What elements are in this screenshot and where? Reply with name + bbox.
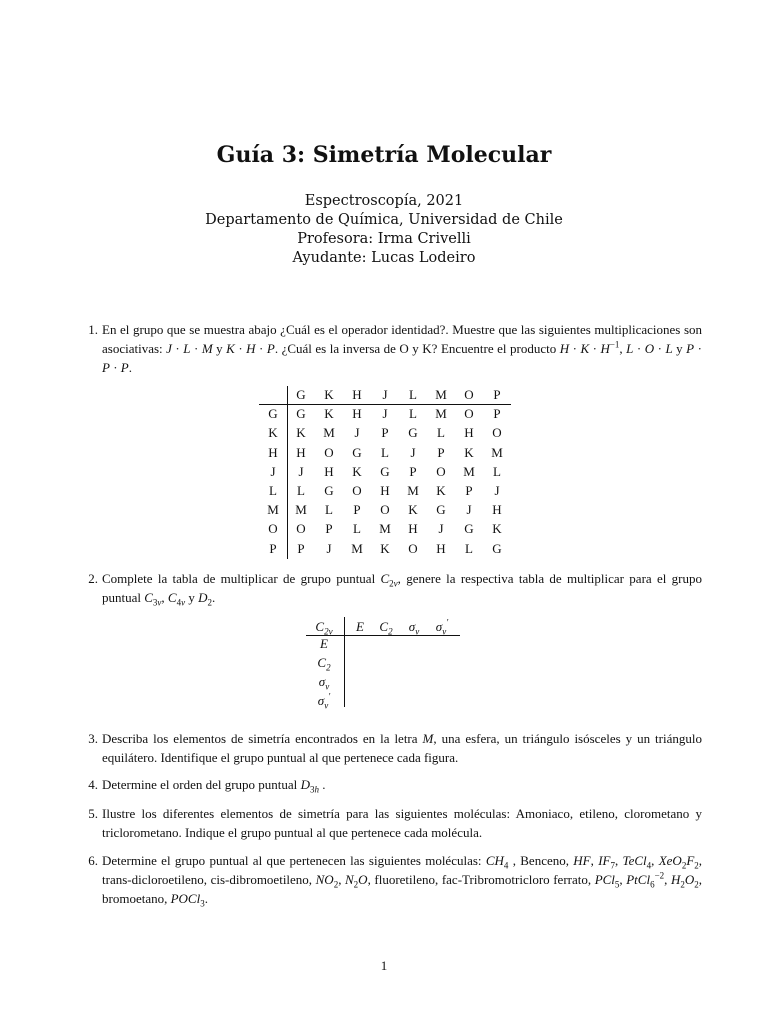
table-vertical-rule	[287, 386, 288, 559]
table-cell: K	[492, 521, 502, 537]
table-cell: K	[352, 463, 362, 479]
table-cell: L	[493, 463, 501, 479]
table-row-label: H	[268, 444, 278, 460]
table-cell: J	[466, 502, 472, 518]
question-number: 2.	[88, 571, 98, 586]
table-header-cell: E	[356, 619, 364, 634]
table-cell: J	[494, 483, 500, 498]
table-row-label: E	[320, 636, 328, 651]
table-cell: G	[436, 502, 446, 518]
table-cell: P	[381, 425, 389, 441]
table-cell: P	[325, 521, 333, 537]
table-corner-label: $C_{2v}$	[315, 619, 333, 637]
table-row-label: P	[269, 540, 277, 556]
table-row-label: K	[268, 425, 278, 441]
table-cell: L	[409, 406, 417, 422]
table-cell: H	[352, 406, 362, 422]
table-cell: G	[492, 540, 502, 556]
table-row-label: G	[268, 406, 278, 422]
table-cell: L	[297, 483, 305, 498]
table-cell: L	[381, 444, 389, 460]
table-cell: K	[324, 406, 334, 422]
table-cell: L	[325, 502, 333, 518]
table-cell: K	[436, 483, 446, 498]
table-row-label: $\sigma_v'$	[317, 691, 331, 711]
table-cell: L	[437, 425, 445, 441]
department-line: Departamento de Química, Universidad de Chile	[205, 212, 563, 228]
assistant-line: Ayudante: Lucas Lodeiro	[292, 250, 476, 266]
table-cell: O	[352, 483, 362, 498]
table-cell: H	[492, 502, 502, 518]
table-header-cell: M	[435, 387, 447, 402]
table-cell: O	[436, 463, 446, 479]
question-text: Describa los elementos de simetría encontrados en la letra M, una esfera, un triángulo isósceles y un triángulo equilátero. Identifique el grupo puntual al que pertenece cada figura.	[102, 731, 702, 765]
table-cell: L	[465, 540, 473, 556]
table-cell: H	[324, 463, 334, 479]
table-cell: M	[295, 502, 307, 518]
course-line: Espectroscopía, 2021	[304, 193, 464, 209]
table-row-label: J	[270, 463, 276, 479]
table-header-cell: O	[464, 387, 474, 402]
table-row-label: O	[268, 521, 278, 537]
professor-line: Profesora: Irma Crivelli	[297, 231, 471, 247]
table-cell: G	[464, 521, 474, 537]
table-cell: P	[353, 502, 361, 518]
table-cell: H	[380, 483, 390, 498]
table-cell: G	[324, 483, 334, 498]
table-cell: K	[380, 540, 390, 556]
table-row-label: M	[267, 502, 279, 518]
table-cell: M	[435, 406, 447, 422]
question-number: 4.	[88, 777, 98, 792]
table-header-cell: P	[493, 387, 501, 402]
table-header-cell: $\sigma_v$	[408, 619, 420, 637]
table-header-cell: K	[324, 387, 334, 402]
table-cell: O	[464, 406, 474, 422]
page-title: Guía 3: Simetría Molecular	[216, 142, 552, 168]
table-cell: P	[465, 483, 473, 498]
table-cell: P	[437, 444, 445, 460]
page-number: 1	[380, 958, 388, 973]
table-row-label: $C_2$	[317, 655, 331, 673]
table-cell: H	[464, 425, 474, 441]
question-text: Determine el orden del grupo puntual $D_{3h}$ .	[102, 777, 326, 795]
question-text: Ilustre los diferentes elementos de simetría para las siguientes moléculas: Amoniaco, etileno, clorometano y triclorometano. Indique el grupo puntual al que pertenece cada molécula.	[102, 806, 702, 840]
table-cell: K	[296, 425, 306, 441]
table-cell: M	[491, 444, 503, 460]
table-cell: H	[408, 521, 418, 537]
table-cell: L	[353, 521, 361, 537]
table-cell: M	[407, 483, 419, 498]
table-cell: K	[408, 502, 418, 518]
table-cell: K	[464, 444, 474, 460]
table-cell: M	[379, 521, 391, 537]
table-cell: O	[492, 425, 502, 441]
table-cell: P	[297, 540, 305, 556]
header-meta	[0, 192, 768, 268]
table-cell: P	[493, 406, 501, 422]
question-number: 3.	[88, 731, 98, 746]
table-cell: P	[409, 463, 417, 479]
table-cell: O	[324, 444, 334, 460]
question-text: Complete la tabla de multiplicar de grupo puntual $C_{2v}$, genere la respectiva tabla de multiplicar para el grupo puntual $C_{3v}$, $C_{4v}$ y $D_2$.	[102, 571, 702, 608]
table-header-cell: $C_2$	[379, 619, 393, 637]
table-cell: H	[436, 540, 446, 556]
question-text: Determine el grupo puntual al que pertenecen las siguientes moléculas: $CH_4$ , Benceno, HF, $IF_7$, TeCl$_4$, $XeO_2F_2$, trans-dicloroetileno, cis-dibromoetileno, $NO_2$, $N_2O$, fluoretileno, fac-Tribromotricloro ferrato, PCl$_5$, PtCl$_6^{-2}$, $H_2O_2$, bromoetano, POCl$_3$.	[102, 853, 703, 909]
table-cell: O	[296, 521, 306, 537]
table-cell: J	[410, 444, 416, 460]
table-cell: G	[380, 463, 390, 479]
table-horizontal-rule	[259, 404, 511, 405]
question-text: En el grupo que se muestra abajo ¿Cuál es el operador identidad?. Muestre que las siguientes multiplicaciones son asociativas: J · L · M y K · H · P. ¿Cuál es la inversa de O y K? Encuentre el producto $H \cdot K \cdot H^{-1}$, L · O · L y P · P · P.	[102, 322, 702, 375]
table-cell: J	[382, 406, 388, 422]
table-header-cell: G	[296, 387, 306, 402]
table-cell: G	[352, 444, 362, 460]
table-cell: J	[326, 540, 332, 556]
table-cell: J	[354, 425, 360, 441]
question-number: 5.	[88, 806, 98, 821]
table-cell: J	[438, 521, 444, 537]
question-number: 1.	[88, 322, 98, 337]
table-horizontal-rule	[306, 635, 460, 636]
table-header-cell: H	[352, 387, 362, 402]
table-vertical-rule	[344, 617, 345, 707]
table-cell: J	[298, 463, 304, 479]
table-cell: M	[323, 425, 335, 441]
table-cell: M	[463, 463, 475, 479]
table-cell: O	[380, 502, 390, 518]
table-cell: O	[408, 540, 418, 556]
table-row-label: L	[269, 483, 277, 498]
table-header-cell: J	[382, 387, 388, 402]
question-number: 6.	[88, 853, 98, 868]
table-row-label: $\sigma_v$	[318, 674, 330, 692]
table-cell: H	[296, 444, 306, 460]
table-header-cell: $\sigma_v'$	[435, 617, 449, 637]
table-cell: G	[408, 425, 418, 441]
table-cell: M	[351, 540, 363, 556]
table-header-cell: L	[409, 387, 417, 402]
table-cell: G	[296, 406, 306, 422]
